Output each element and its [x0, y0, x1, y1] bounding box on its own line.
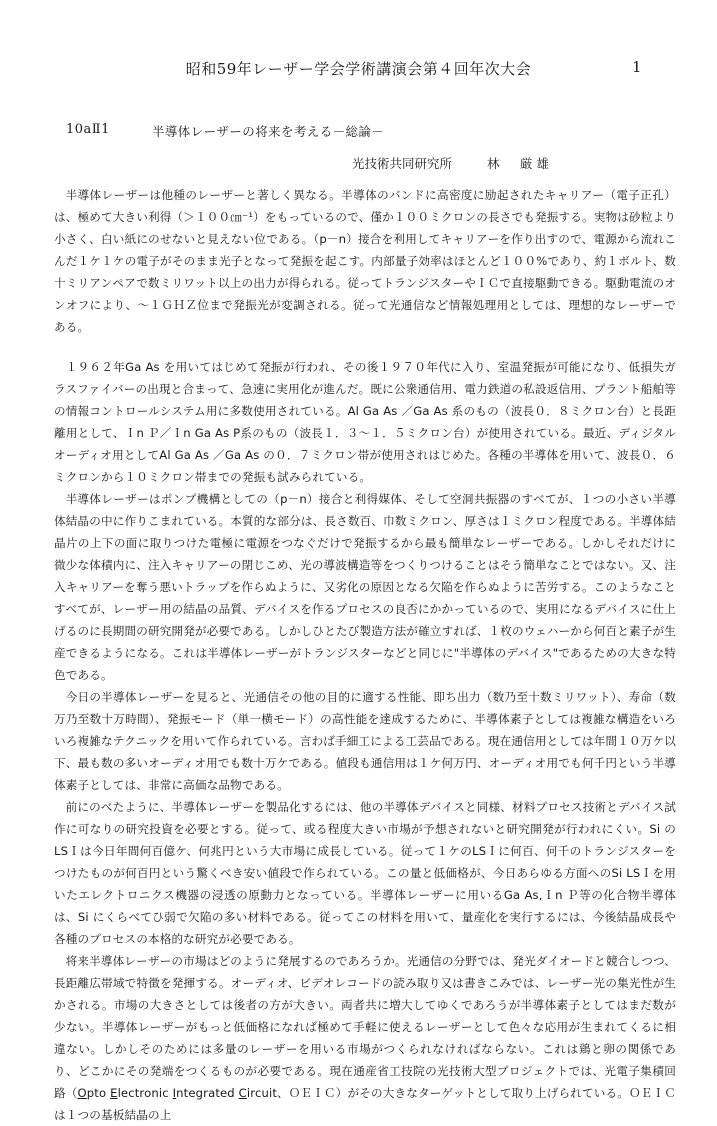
- paragraph-5: 前にのべたように、半導体レーザーを製品化するには、他の半導体デバイスと同様、材料プロセス技術とデバイス試作に可なりの研究投資を必要とする。従って、或る程度大きい市場が予想されないと研究開発が行われにくい。Si のLSＩは今日年間何百億ケ、何兆円という大市場に成長している。従って１ケのLSＩに何百、何千のトランジスターをつけたものが何百円という驚くべき安い値段で作られている。この量と低価格が、今日あらゆる方面へのSi LSＩを用いたエレクトロニクス機器の浸透の原動力となっている。半導体レーザーに用いるGa As,Ｉn Ｐ等の化合物半導体は、Si にくらべてひ弱で欠陥の多い材料である。従ってこの材料を用いて、量産化を実行するには、今後結晶成長や各種のプロセスの本格的な研究が必要である。: [54, 800, 676, 946]
- oeic-letter-e: E: [110, 1086, 118, 1100]
- paper-title: 半導体レーザーの将来を考える－総論－: [152, 124, 385, 139]
- oeic-letter-c: C: [238, 1086, 247, 1100]
- page-number: 1: [632, 58, 642, 76]
- oeic-word-i: ntegrated: [176, 1086, 239, 1100]
- conference-header: 昭和59年レーザー学会学術講演会第４回年次大会: [185, 60, 532, 78]
- oeic-word-o: pto: [86, 1086, 111, 1100]
- author-name: 林 厳雄: [487, 156, 554, 171]
- paragraph-6: [54, 950, 676, 1126]
- author-affiliation: 光技術共同研究所: [352, 156, 453, 171]
- paragraph-1: 半導体レーザーは他種のレーザーと著しく異なる。半導体のバンドに高密度に励起されたキャリアー（電子正孔）は、極めて大きい利得（＞１００㎝⁻¹）をもっているので、僅か１００ミクロンの長さでも発振する。実物は砂粒より小さく、白い紙にのせないと見えない位である。（p－n）接合を利用してキャリアーを作り出すので、電源から流れこんだ１ケ１ケの電子がそのまま光子となって発振を起こす。内部量子効率はほとんど１００%であり、約１ボルト、数十ミリアンペアで数ミリワット以上の出力が得られる。従ってトランジスターやＩＣで直接駆動できる。駆動電流のオンオフにより、～１ＧＨＺ位まで発振光が変調される。従って光通信など情報処理用としては、理想的なレーザーである。: [54, 188, 676, 334]
- oeic-word-e: lectronic: [117, 1086, 169, 1100]
- body-text: [54, 184, 676, 1126]
- oeic-letter-i: I: [172, 1086, 177, 1100]
- paragraph-4: 今日の半導体レーザーを見ると、光通信その他の目的に適する性能、即ち出力（数乃至十数ミリワット）、寿命（数万乃至数十万時間）、発振モード（単一横モード）の高性能を達成するために、半導体素子としては複雑な構造をいろいろ複雑なテクニックを用いて作られている。言わば手細工による工芸品である。現在通信用としては年間１０万ケ以下、最も数の多いオーディオ用でも数十万ケである。値段も通信用は１ケ何万円、オーディオ用でも何千円という半導体素子としては、非常に高価な品物である。: [54, 690, 676, 792]
- paragraph-3: 半導体レーザーはポンプ機構としての（p－n）接合と利得媒体、そして空洞共振器のすべてが、１つの小さい半導体結晶の中に作りこまれている。本質的な部分は、長さ数百、巾数ミクロン、厚さは１ミクロン程度である。半導体結晶片の上下の面に取りつけた電極に電源をつなぐだけで発振するから最も簡単なレーザーである。しかしそれだけに微少な体積内に、注入キャリアーの閉じこめ、光の導波構造等をつくりつけることはそう簡単なことではない。又、注入キャリアーを奪う悪いトラップを作らぬように、又劣化の原因となる欠陥を作らぬように苦労する。このようなことすべてが、レーザー用の結晶の品質、デバイスを作るプロセスの良否にかかっているので、実用になるデバイスに仕上げるのに長期間の研究開発が必要である。しかしひとたび製造方法が確立すれば、１枚のウェハーから何百と素子が生産できるようになる。これは半導体レーザーがトランジスターなどと同じに"半導体のデバイス"であるための大きな特色である。: [54, 492, 676, 682]
- oeic-letter-o: O: [77, 1086, 87, 1100]
- paragraph-6-text: 将来半導体レーザーの市場はどのように発展するのであろうか。光通信の分野では、発光ダイオードと競合しつつ、長距離広帯域で特徴を発揮する。オーディオ、ビデオレコードの読み取り又は書きこみでは、レーザー光の集光性が生かされる。市場の大きさとしては後者の方が大きい。両者共に増大してゆくであろうが半導体素子としてはまだ数が少ない。半導体レーザーがもっと低価格になれば極めて手軽に使えるレーザーとして色々な応用が生まれてくるに相違ない。しかしそのためには多量のレーザーを用いる市場がつくられなければならない。これは鶏と卵の関係であり、どこかにその発端をつくるものが必要である。現在通産省工技院の光技術大型プロジェクトでは、光電子集積回路（: [54, 954, 676, 1100]
- session-id: 10aⅡ1: [66, 122, 110, 137]
- oeic-word-c: ircuit、ＯＥＩＣ）がその大きなターゲットとして取り上げられている。ＯＥＩＣは１つの基板結晶の上: [54, 1086, 676, 1122]
- paragraph-2: １９６２年Ga As を用いてはじめて発振が行われ、その後１９７０年代に入り、室温発振が可能になり、低損失ガラスファイバーの出現と合まって、急速に実用化が進んだ。既に公衆通信用、電力鉄道の私設返信用、プラント船舶等の情報コントロールシステム用に多数使用されている。Al Ga As ／Ga As 系のもの（波長０．８ミクロン台）と長距離用として、Ｉn Ｐ／Ｉn Ga As P系のもの（波長１．３～１．５ミクロン台）が使用されている。最近、ディジタルオーディオ用としてAl Ga As ／Ga As の０．７ミクロン帯が使用されはじめた。各種の半導体を用いて、波長０．６ミクロンから１０ミクロン帯までの発振も試みられている。: [54, 360, 676, 484]
